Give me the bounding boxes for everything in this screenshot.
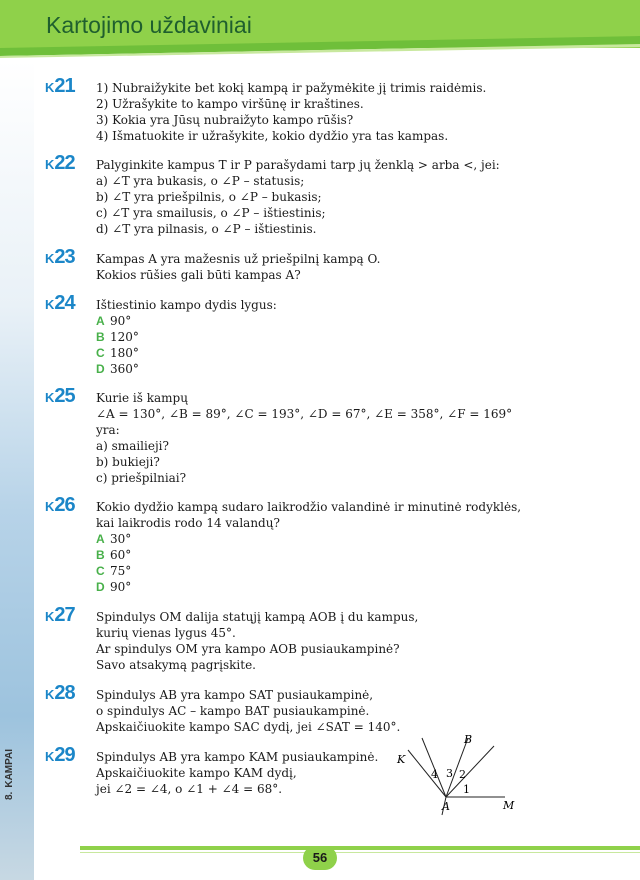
task-body [96, 499, 576, 595]
label-a: A [442, 800, 450, 813]
answer-option: D 360° [96, 362, 139, 376]
task-line: a) smailieji? [96, 439, 169, 453]
task-body [96, 390, 576, 486]
task-line: a) ∠T yra bukasis, o ∠P – statusis; [96, 174, 305, 188]
chapter-name: KAMPAI [4, 748, 15, 788]
task-line: Ištiestinio kampo dydis lygus: [96, 298, 277, 312]
task-line: jei ∠2 = ∠4, o ∠1 + ∠4 = 68°. [96, 782, 283, 796]
task-line: 3) Kokia yra Jūsų nubraižyto kampo rūšis? [96, 113, 354, 127]
task-line: o spindulys AC – kampo BAT pusiaukampinė. [96, 704, 370, 718]
task-line: Apskaičiuokite kampo KAM dydį, [96, 766, 297, 780]
task-line: b) bukieji? [96, 455, 160, 469]
task-line: ∠A = 130°, ∠B = 89°, ∠C = 193°, ∠D = 67°, ∠E = 358°, ∠F = 169° [96, 407, 513, 421]
task-number: K28 [45, 682, 75, 704]
task-number: K22 [45, 152, 75, 174]
task-line: kurių vienas lygus 45°. [96, 626, 236, 640]
task-line: Savo atsakymą pagrįskite. [96, 658, 256, 672]
task-line: c) priešpilniai? [96, 471, 187, 485]
task-body [96, 687, 576, 735]
ray-ak [408, 750, 446, 797]
answer-option: C 180° [96, 346, 139, 360]
task-line: Apskaičiuokite kampo SAC dydį, jei ∠SAT = 140°. [96, 720, 401, 734]
page-title: Kartojimo uždaviniai [46, 12, 252, 38]
label-angle-3: 3 [446, 767, 453, 780]
task-number: K23 [45, 246, 75, 268]
task-line: Spindulys AB yra kampo KAM pusiaukampinė. [96, 750, 379, 764]
task-body [96, 157, 576, 237]
task-line: Spindulys AB yra kampo SAT pusiaukampinė, [96, 688, 374, 702]
task-body [96, 251, 576, 283]
task-number: K21 [45, 75, 75, 97]
task-line: Kampas A yra mažesnis už priešpilnį kampą O. [96, 252, 381, 266]
task-line: Ar spindulys OM yra kampo AOB pusiaukampinė? [96, 642, 400, 656]
task-line: yra: [96, 423, 120, 437]
answer-option: A 90° [96, 314, 132, 328]
task-number: K25 [45, 385, 75, 407]
footer-line-light [80, 852, 640, 853]
task-line: d) ∠T yra pilnasis, o ∠P – ištiestinis. [96, 222, 317, 236]
task-number: K27 [45, 604, 75, 626]
task-line: Kokio dydžio kampą sudaro laikrodžio valandinė ir minutinė rodyklės, [96, 500, 522, 514]
task-body [96, 609, 576, 673]
ray-2 [446, 746, 494, 797]
task-line: Palyginkite kampus T ir P parašydami tarp jų ženklą > arba <, jei: [96, 158, 500, 172]
page-number: 56 [303, 846, 337, 870]
label-k: K [397, 753, 406, 766]
task-line: Kurie iš kampų [96, 391, 188, 405]
task-line: kai laikrodis rodo 14 valandų? [96, 516, 280, 530]
task-line: b) ∠T yra priešpilnis, o ∠P – bukasis; [96, 190, 322, 204]
answer-option: D 90° [96, 580, 132, 594]
footer-line [80, 846, 640, 850]
task-number: K29 [45, 744, 75, 766]
label-angle-1: 1 [463, 783, 470, 796]
task-body [96, 297, 576, 377]
chapter-label [4, 740, 15, 800]
task-number: K26 [45, 494, 75, 516]
task-line: c) ∠T yra smailusis, o ∠P – ištiestinis; [96, 206, 326, 220]
answer-option: A 30° [96, 532, 132, 546]
task-line: Spindulys OM dalija statųjį kampą AOB į du kampus, [96, 610, 419, 624]
task-line: 4) Išmatuokite ir užrašykite, kokio dydžio yra tas kampas. [96, 129, 449, 143]
answer-option: B 60° [96, 548, 132, 562]
task-number: K24 [45, 292, 75, 314]
task-line: 1) Nubraižykite bet kokį kampą ir pažymėkite jį trimis raidėmis. [96, 81, 487, 95]
label-b: B [464, 733, 473, 746]
answer-option: C 75° [96, 564, 132, 578]
task-body [96, 80, 576, 144]
answer-option: B 120° [96, 330, 139, 344]
label-m: M [503, 799, 515, 812]
task-line: Kokios rūšies gali būti kampas A? [96, 268, 301, 282]
task-line: 2) Užrašykite to kampo viršūnę ir kraštines. [96, 97, 364, 111]
chapter-number: 8. [4, 791, 15, 800]
label-angle-2: 2 [459, 768, 466, 781]
angle-figure [390, 730, 530, 820]
page-header [0, 0, 640, 58]
label-angle-4: 4 [431, 768, 438, 781]
